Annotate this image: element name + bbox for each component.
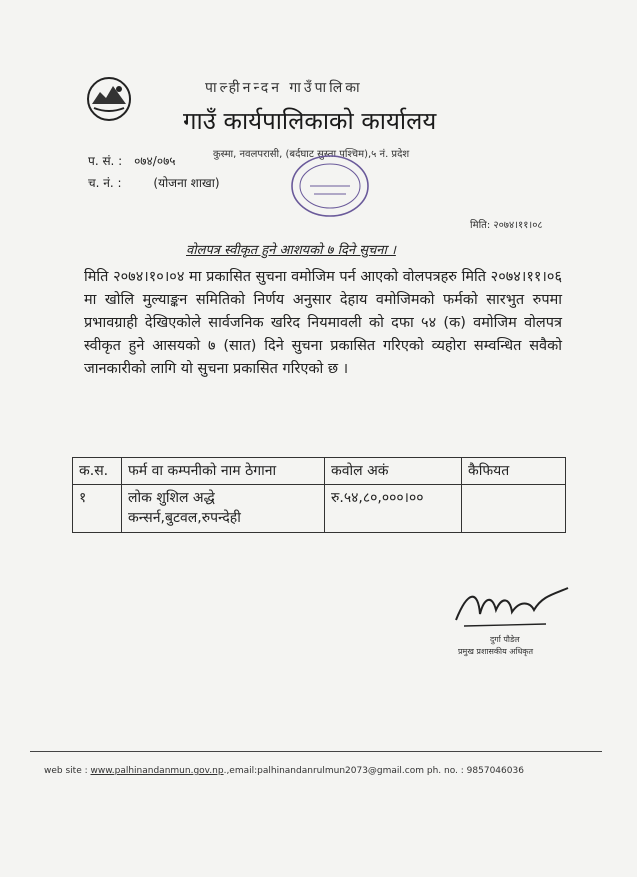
footer-contact [44, 766, 524, 776]
table-row [73, 485, 566, 533]
reference-label: प. सं. : [88, 154, 123, 168]
table-cell: लोक शुशिल अद्धे कन्सर्न,बुटवल,रुपन्देही [122, 485, 325, 533]
official-stamp-icon [288, 152, 372, 220]
reference-number [88, 152, 176, 169]
office-title: गाउँ कार्यपालिकाको कार्यालय [183, 107, 437, 135]
dispatch-value: (योजना शाखा) [153, 176, 220, 190]
office-address: कुस्मा, नवलपरासी, (बर्दघाट सुस्ता पश्चिम),५ नं. प्रदेश [213, 149, 410, 160]
table-header: फर्म वा कम्पनीको नाम ठेगाना [122, 458, 325, 485]
table-cell [462, 485, 566, 533]
signatory-name: दुर्गा पौडेल [490, 635, 520, 644]
table-header-row [73, 458, 566, 485]
footer-label: web site : [44, 766, 88, 776]
footer-divider [30, 751, 602, 752]
notice-subject: वोलपत्र स्वीकृत हुने आशयको ७ दिने सुचना । [186, 243, 396, 258]
notice-date: मिति: २०७४।११।०८ [470, 220, 543, 231]
table-cell: रु.५४,८०,०००।०० [325, 485, 462, 533]
table-cell: १ [73, 485, 122, 533]
signatory-title: प्रमुख प्रशासकीय अधिकृत [458, 647, 534, 656]
table-header: कैफियत [462, 458, 566, 485]
table-header: कवोल अकं [325, 458, 462, 485]
footer-contact-info: .,email:palhinandanrulmun2073@gmail.com ph. no. : 9857046036 [223, 766, 524, 776]
dispatch-number [88, 174, 220, 191]
reference-value: ०७४/०७५ [134, 154, 176, 168]
municipality-name: पाल्हीनन्दन गाउँपालिका [205, 80, 363, 96]
signature-icon [450, 580, 576, 632]
website-link[interactable]: www.palhinandanmun.gov.np [90, 766, 224, 776]
notice-body: मिति २०७४।१०।०४ मा प्रकासित सुचना वमोजिम पर्न आएको वोलपत्रहरु मिति २०७४।११।०६ मा खोलि मुल्याङ्कन समितिको निर्णय अनुसार देहाय वमोजिमको फर्मको सारभुत रुपमा प्रभावग्राही देखिएकोले सार्वजनिक खरिद नियमावली को दफा ५४ (क) वमोजिम वोलपत्र स्वीकृत हुने आसयको ७ (सात) दिने सुचना प्रकासित गरिएको व्यहोरा सम्वन्धित सवैको जानकारीको लागि यो सुचना प्रकासित गरिएको छ । [84, 269, 562, 377]
municipality-logo-icon [86, 76, 132, 122]
dispatch-label: च. नं. : [88, 176, 122, 190]
bid-table [72, 457, 566, 533]
table-header: क.स. [73, 458, 122, 485]
